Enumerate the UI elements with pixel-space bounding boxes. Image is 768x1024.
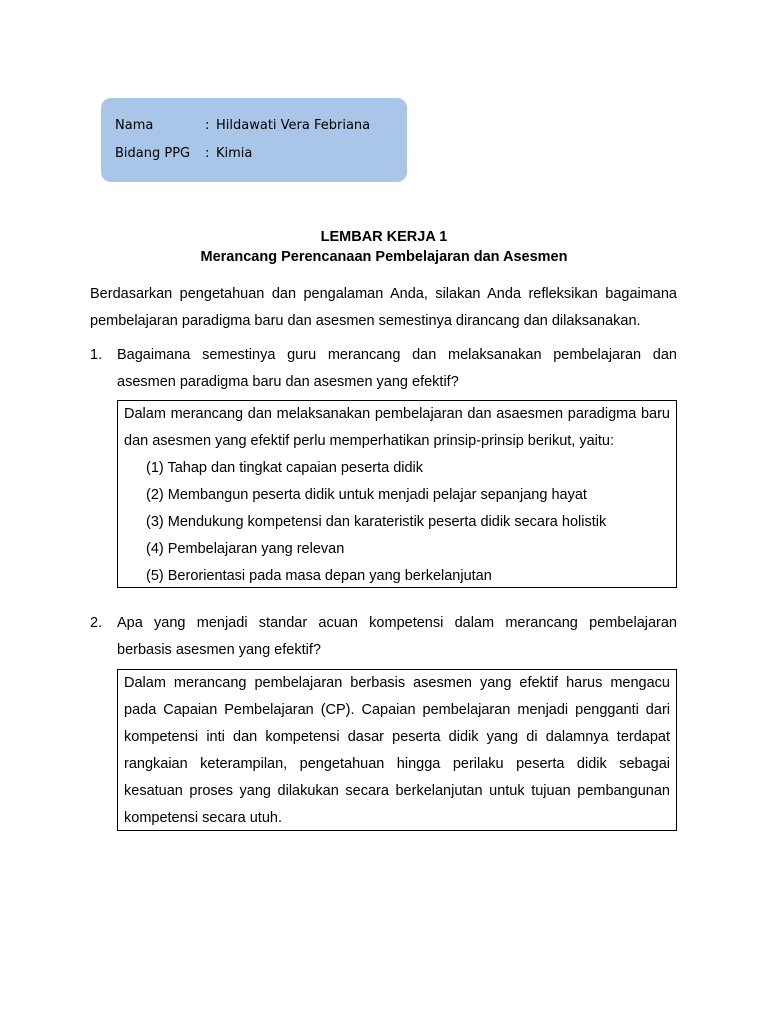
answer-2-box	[117, 669, 677, 831]
answer-1-item: (4) Pembelajaran yang relevan	[146, 541, 345, 557]
question-2-number: 2.	[90, 615, 103, 631]
name-value: Hildawati Vera Febriana	[216, 118, 371, 133]
intro-paragraph: Berdasarkan pengetahuan dan pengalaman Anda, silakan Anda refleksikan bagaimana pembelajaran paradigma baru dan asesmen semestinya dirancang dan dilaksanakan.	[90, 286, 677, 329]
worksheet-subtitle: Merancang Perencanaan Pembelajaran dan Asesmen	[200, 249, 568, 265]
question-1-text: Bagaimana semestinya guru merancang dan melaksanakan pembelajaran dan asesmen paradigma baru dan asesmen yang efektif?	[117, 347, 677, 390]
question-1-number: 1.	[90, 347, 103, 363]
name-colon: :	[205, 118, 210, 133]
answer-2-text: Dalam merancang pembelajaran berbasis asesmen yang efektif harus mengacu pada Capaian Pembelajaran (CP). Capaian pembelajaran menjadi pengganti dari kompetensi inti dan kompetensi dasar peserta didik yang di dalamnya terdapat rangkaian keterampilan, pengetahuan hingga perilaku peserta didik sebagai kesatuan proses yang dilakukan secara berkelanjutan untuk tujuan pembangunan kompetensi secara utuh.	[124, 675, 670, 826]
answer-1-item: (1) Tahap dan tingkat capaian peserta didik	[146, 460, 424, 476]
field-label: Bidang PPG	[115, 146, 191, 161]
field-colon: :	[205, 146, 210, 161]
field-row	[115, 146, 407, 174]
worksheet-title: LEMBAR KERJA 1	[320, 229, 448, 245]
worksheet-header	[0, 227, 768, 267]
name-row	[115, 118, 407, 146]
answer-1-item: (5) Berorientasi pada masa depan yang berkelanjutan	[146, 568, 492, 584]
field-value: Kimia	[216, 146, 253, 161]
name-label: Nama	[115, 118, 154, 133]
identity-box	[101, 98, 407, 182]
answer-1-box	[117, 400, 677, 588]
question-2-text: Apa yang menjadi standar acuan kompetensi dalam merancang pembelajaran berbasis asesmen yang efektif?	[117, 615, 677, 658]
answer-1-item: (3) Mendukung kompetensi dan karateristik peserta didik secara holistik	[146, 514, 607, 530]
answer-1-item: (2) Membangun peserta didik untuk menjadi pelajar sepanjang hayat	[146, 487, 587, 503]
answer-1-intro: Dalam merancang dan melaksanakan pembelajaran dan asaesmen paradigma baru dan asesmen yang efektif perlu memperhatikan prinsip-prinsip berikut, yaitu:	[124, 406, 670, 449]
